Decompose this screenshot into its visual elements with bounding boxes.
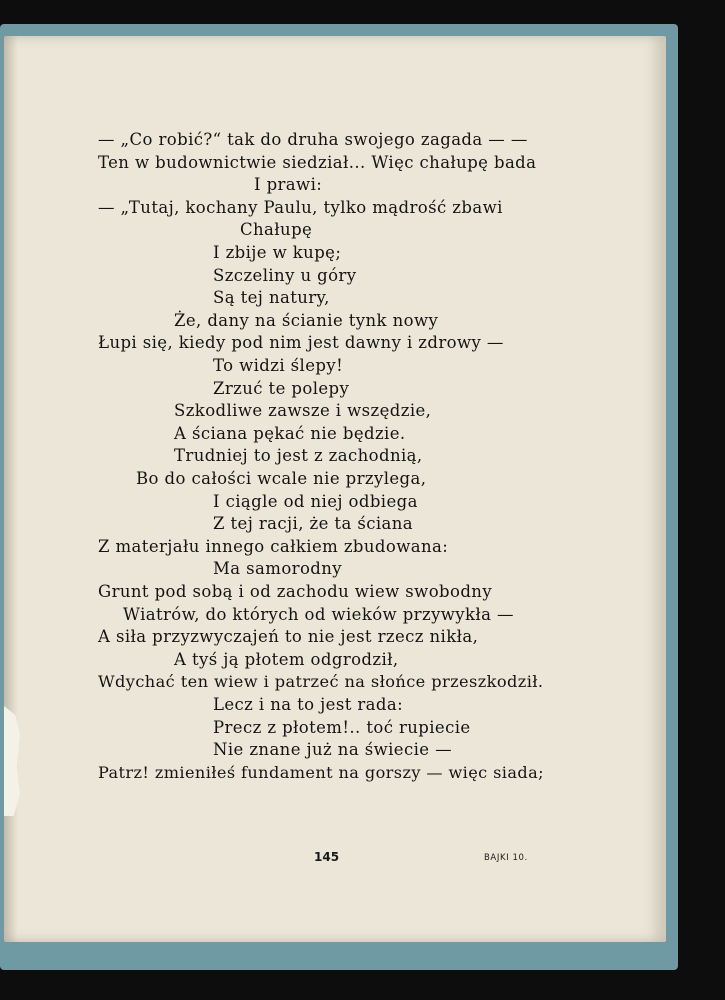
poem-line: Nie znane już na świecie — [213,740,452,760]
poem-line: I prawi: [254,175,323,195]
poem-line: To widzi ślepy! [213,356,344,375]
poem-line: Łupi się, kiedy pod nim jest dawny i zdrowy — [98,333,504,353]
poem-line: A tyś ją płotem odgrodził, [174,649,399,669]
page-number: 145 [314,850,340,864]
poem-line: Zrzuć te polepy [213,378,350,398]
poem-line: Szczeliny u góry [213,265,357,285]
poem-line: Trudniej to jest z zachodnią, [174,446,423,466]
poem-line: Szkodliwe zawsze i wszędzie, [174,401,432,421]
poem-line: Chałupę [240,220,313,240]
poem-line: I ciągle od niej odbiega [213,491,418,511]
printer-signature: BAJKI 10. [484,853,528,863]
poem-line: — „Co robić?“ tak do druha swojego zagada — — [98,130,528,149]
poem-line: Z materjału innego całkiem zbudowana: [98,536,449,556]
poem-line: Że, dany na ścianie tynk nowy [174,310,439,330]
poem-line: Grunt pod sobą i od zachodu wiew swobodny [98,582,493,601]
poem-line: Wiatrów, do których od wieków przywykła — [123,604,514,624]
poem-line: Patrz! zmieniłeś fundament na gorszy — więc siada; [98,762,544,782]
poem-line: Bo do całości wcale nie przylega, [136,469,427,488]
poem-line: Precz z płotem!.. toć rupiecie [213,717,471,737]
poem-line: A siła przyzwyczajeń to nie jest rzecz nikła, [98,627,479,647]
poem-line: Ten w budownictwie siedział... Więc chałupę bada [98,152,537,172]
poem-line: I zbije w kupę; [213,243,342,262]
poem-line: Lecz i na to jest rada: [213,695,404,714]
poem-line: Wdychać ten wiew i patrzeć na słońce przeszkodził. [98,672,544,692]
poem-line: Z tej racji, że ta ściana [213,514,414,534]
poem-line: — „Tutaj, kochany Paulu, tylko mądrość zbawi [98,197,503,217]
poem-line: Są tej natury, [213,288,330,308]
book-page [4,36,666,942]
poem-line: Ma samorodny [213,559,342,579]
poem-line: A ściana pękać nie będzie. [174,423,406,443]
